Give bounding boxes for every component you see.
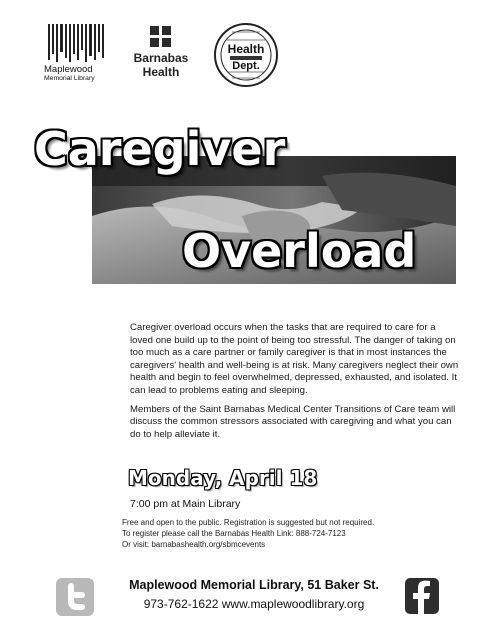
footer-address: Maplewood Memorial Library, 51 Baker St. [129, 578, 379, 592]
event-date: Monday, April 18 [128, 466, 318, 490]
event-details [122, 517, 462, 550]
description [130, 322, 460, 447]
details-line-3: Or visit: barnabashealth.org/sbmcevents [122, 540, 266, 549]
health-dept-seal-icon [212, 22, 280, 88]
title-hero [34, 120, 456, 290]
title-line1: Caregiver [34, 122, 286, 176]
twitter-icon[interactable] [56, 578, 94, 616]
health-dept-line1: Health [227, 42, 265, 56]
barnabas-logo-line2: Health [142, 65, 180, 79]
library-logo-icon [48, 24, 104, 62]
logo-row [44, 18, 304, 88]
barnabas-health-logo [126, 26, 196, 86]
description-paragraph-2: Members of the Saint Barnabas Medical Center Transitions of Care team will discuss the common stressors associated with caregiving and what you can do to help alleviate it. [130, 403, 456, 440]
facebook-glyph [405, 578, 439, 614]
event-time: 7:00 pm at Main Library [130, 498, 241, 510]
library-logo [44, 24, 110, 86]
footer-contact: 973-762-1622 www.maplewoodlibrary.org [143, 597, 365, 611]
library-logo-name: Maplewood [44, 64, 93, 75]
barnabas-logo-line1: Barnabas [133, 51, 189, 65]
title-line2: Overload [182, 224, 417, 278]
health-dept-line2: Dept. [232, 60, 260, 72]
barnabas-cross-icon [150, 26, 172, 48]
library-logo-subtitle: Memorial Library [44, 75, 95, 82]
details-line-2: To register please call the Barnabas Health Link: 888-724-7123 [122, 529, 346, 538]
details-line-1: Free and open to the public. Registration is suggested but not required. [122, 518, 375, 527]
twitter-glyph [56, 578, 94, 616]
description-paragraph-1: Caregiver overload occurs when the tasks that are required to care for a loved one build up to the point of being too stressful. The danger of taking on too much as a care partner or family caregiver is that in most instances the caregivers' health and well-being is at risk. Many caregivers neglect their own health and begin to feel overwhelmed, depressed, exhausted, and isolated. It can lead to problems eating and sleeping. [130, 322, 459, 396]
facebook-icon[interactable] [405, 578, 439, 614]
